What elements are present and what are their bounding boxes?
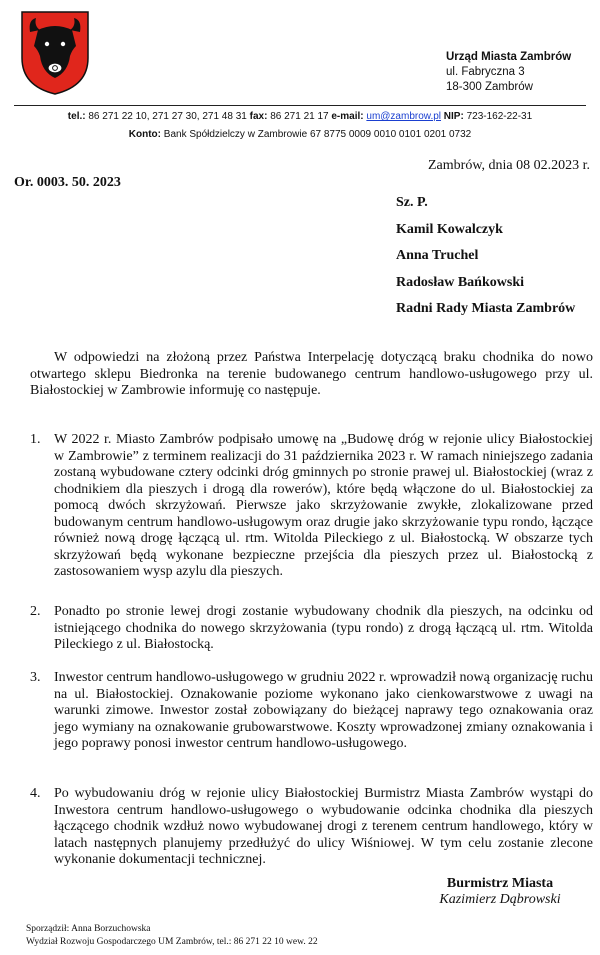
intro-paragraph: W odpowiedzi na złożoną przez Państwa Interpelację dotyczącą braku chodnika do nowo otwartego sklepu Biedronka na terenie budowanego centrum handlowo-usługowego przy ul. Białostockiej w Zambrowie informuję co następuje. <box>30 350 593 398</box>
office-name: Urząd Miasta Zambrów <box>446 51 572 63</box>
list-item-text: W 2022 r. Miasto Zambrów podpisało umowę na „Budowę dróg w rejonie ulicy Białostockiej w Zambrowie” z terminem realizacji do 31 października 2023 r. W ramach niniejszego zadania zostaną wybudowane cztery odcinki dróg gminnych po stronie prawej ul. Białostockiej (wraz z chodnikiem dla pieszych i drogą dla rowerów), które będą włączone do ul. Białostockiej za pomocą dwóch skrzyżowań. Pierwsze jako skrzyżowanie zwykłe, zlokalizowane przed budowanym centrum handlowo-usługowym oraz drugie jako skrzyżowanie typu rondo, łączące również nową drogę łączącą ul. rtm. Witolda Pileckiego z ul. Białostocką. W obszarze tych skrzyżowań będą wykonane bezpieczne przejścia dla pieszych przez ul. Białostocką z zastosowaniem wysp azylu dla pieszych. <box>54 432 593 579</box>
list-item <box>30 604 593 654</box>
account-line <box>0 126 600 144</box>
prepared-by: Sporządził: Anna Borzuchowska <box>26 924 151 934</box>
nip-label: NIP: <box>443 111 464 122</box>
list-item-number: 3. <box>30 670 41 685</box>
fax-value: 86 271 21 17 <box>270 111 329 122</box>
recipient-council: Radni Rady Miasta Zambrów <box>396 301 576 316</box>
list-item <box>30 670 593 753</box>
office-street: ul. Fabryczna 3 <box>446 66 525 78</box>
account-value: Bank Spółdzielczy w Zambrowie 67 8775 0009 0010 0101 0201 0732 <box>163 129 472 140</box>
tel-value: 86 271 22 10, 271 27 30, 271 48 31 <box>88 111 247 122</box>
list-item-text: Inwestor centrum handlowo-usługowego w grudniu 2022 r. wprowadził nową organizację ruchu na ul. Białostockiej. Oznakowanie poziome wykonano jako cienkowarstwowe z uwagi na warunki zimowe. Inwestor został zobowiązany do bieżącej naprawy tego oznakowania oraz jego wymiany na oznakowanie grubowarstwowe. Koszty wprowadzonej zmiany oznakowania i jego poprawy ponosi inwestor centrum handlowo-usługowego. <box>54 670 593 751</box>
department-info: Wydział Rozwoju Gospodarczego UM Zambrów, tel.: 86 271 22 10 wew. 22 <box>26 937 318 947</box>
list-item <box>30 432 593 581</box>
list-item-number: 2. <box>30 604 41 619</box>
contact-info <box>0 108 600 144</box>
office-address <box>446 50 571 95</box>
email-label: e-mail: <box>331 111 364 122</box>
list-item <box>30 786 593 869</box>
signature-name: Kazimierz Dąbrowski <box>439 892 561 907</box>
header-divider <box>14 105 586 106</box>
recipient-salutation: Sz. P. <box>396 195 428 210</box>
signature-role: Burmistrz Miasta <box>446 876 554 891</box>
footer-note <box>26 923 318 949</box>
recipient-name: Radosław Bańkowski <box>396 274 524 290</box>
recipients-block <box>396 190 575 323</box>
letter-date: Zambrów, dnia 08 02.2023 r. <box>428 158 591 173</box>
list-item-number: 1. <box>30 432 41 447</box>
recipient-name: Kamil Kowalczyk <box>396 221 503 237</box>
reference-number: Or. 0003. 50. 2023 <box>14 175 121 190</box>
fax-label: fax: <box>249 111 268 122</box>
list-item-text: Ponadto po stronie lewej drogi zostanie wybudowany chodnik dla pieszych, na odcinku od istniejącego chodnika do nowego skrzyżowania (typu rondo) z drogą łączącą ul. rtm. Witolda Pileckiego z ul. Białostocką. <box>54 604 593 652</box>
signature-block <box>430 876 570 908</box>
account-label: Konto: <box>128 129 161 140</box>
contact-line <box>0 108 600 126</box>
email-link[interactable]: um@zambrow.pl <box>366 111 442 122</box>
city-crest-bison-icon <box>20 10 90 96</box>
tel-label: tel.: <box>67 111 86 122</box>
nip-value: 723-162-22-31 <box>466 111 533 122</box>
office-city: 18-300 Zambrów <box>446 81 533 93</box>
recipient-name: Anna Truchel <box>396 248 479 263</box>
list-item-number: 4. <box>30 786 41 801</box>
list-item-text: Po wybudowaniu dróg w rejonie ulicy Białostockiej Burmistrz Miasta Zambrów wystąpi do Inwestora centrum handlowo-usługowego o wybudowanie odcinka chodnika dla pieszych łączącego chodnik wzdłuż nowo wybudowanej drogi z terenem centrum handlowego, który w latach następnych planujemy przedłużyć do ulicy Wiśniowej. W tym celu zostanie zlecone wykonanie dokumentacji technicznej. <box>54 786 593 867</box>
